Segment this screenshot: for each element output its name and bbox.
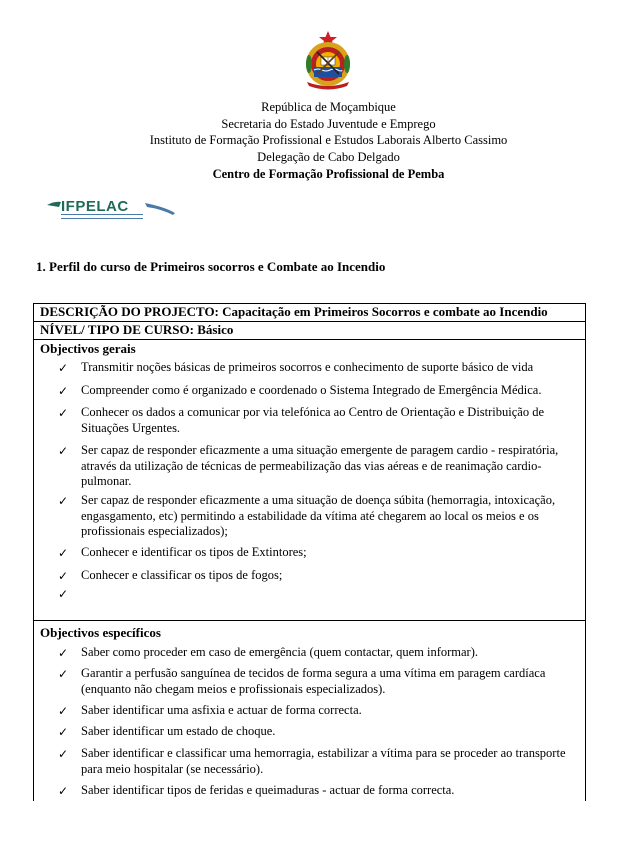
list-item-text: Saber identificar tipos de feridas e queimaduras - actuar de forma correcta. (81, 783, 455, 797)
check-icon: ✓ (58, 784, 69, 798)
institution-header (0, 99, 627, 183)
check-icon: ✓ (58, 646, 69, 660)
list-item-text: Ser capaz de responder eficazmente a uma situação de doença súbita (hemorragia, intoxicação, engasgamento, etc) permitindo a estabilidade da vítima até chegarem ao local os meios e os profissionais especializados); (81, 493, 556, 538)
mozambique-coat-of-arms-icon (297, 30, 359, 92)
check-icon: ✓ (58, 444, 69, 458)
project-description-cell: DESCRIÇÃO DO PROJECTO: Capacitação em Primeiros Socorros e combate ao Incendio (40, 304, 548, 319)
list-item-text: Conhecer os dados a comunicar por via telefónica ao Centro de Orientação e Distribuição de Situações Urgentes. (81, 405, 545, 435)
check-icon: ✓ (58, 546, 69, 560)
course-profile-table (33, 303, 586, 801)
list-item-text: Saber como proceder em caso de emergência (quem contactar, quem informar). (81, 645, 479, 659)
logo-underline (61, 214, 143, 219)
list-item-text: Saber identificar e classificar uma hemorragia, estabilizar a vítima para se proceder ao transporte para meio hospitalar (se necessário). (81, 746, 566, 776)
course-level-cell: NÍVEL/ TIPO DE CURSO: Básico (40, 322, 234, 337)
header-line-secretary: Secretaria do Estado Juventude e Emprego (221, 116, 436, 131)
header-line-institute: Instituto de Formação Profissional e Estudos Laborais Alberto Cassimo (149, 133, 508, 148)
logo-text: IFPELAC (61, 198, 129, 215)
header-line-delegation: Delegação de Cabo Delgado (257, 150, 400, 165)
check-icon: ✓ (58, 725, 69, 739)
section-title: 1. Perfil do curso de Primeiros socorros e Combate ao Incendio (36, 259, 386, 274)
check-icon: ✓ (58, 667, 69, 681)
list-item-text: Saber identificar uma asfixia e actuar de forma correcta. (81, 703, 362, 717)
list-item-text: Transmitir noções básicas de primeiros socorros e conhecimento de suporte básico de vida (81, 360, 534, 374)
list-item-text: Saber identificar um estado de choque. (81, 724, 276, 738)
header-line-republic: República de Moçambique (261, 100, 396, 114)
general-objectives-title: Objectivos gerais (40, 341, 136, 356)
check-icon: ✓ (58, 406, 69, 420)
check-icon: ✓ (58, 361, 69, 375)
list-item-text: Garantir a perfusão sanguínea de tecidos de forma segura a uma vítima em paragem cardíaca (enquanto não chegam meios e profissionais especializados). (81, 666, 546, 696)
check-icon: ✓ (58, 384, 69, 398)
table-border-left (33, 303, 34, 801)
check-icon: ✓ (58, 587, 69, 601)
check-icon: ✓ (58, 494, 69, 508)
header-line-center: Centro de Formação Profissional de Pemba (212, 166, 445, 181)
check-icon: ✓ (58, 569, 69, 583)
list-item-text: Ser capaz de responder eficazmente a uma situação emergente de paragem cardio - respiratória, através da utilização de técnicas de permeabilização das vias aéreas e de reanimação cardio-pulmonar. (81, 443, 559, 488)
table-border-right (585, 303, 586, 801)
specific-objectives-title: Objectivos específicos (40, 625, 161, 640)
list-item-text: Compreender como é organizado e coordenado o Sistema Integrado de Emergência Médica. (81, 383, 542, 397)
list-item-text: Conhecer e identificar os tipos de Extintores; (81, 545, 307, 559)
check-icon: ✓ (58, 747, 69, 761)
table-divider (33, 339, 586, 340)
ifpelac-logo (45, 199, 177, 221)
check-icon: ✓ (58, 704, 69, 718)
list-item-text: Conhecer e classificar os tipos de fogos; (81, 568, 283, 582)
table-divider (33, 620, 586, 621)
